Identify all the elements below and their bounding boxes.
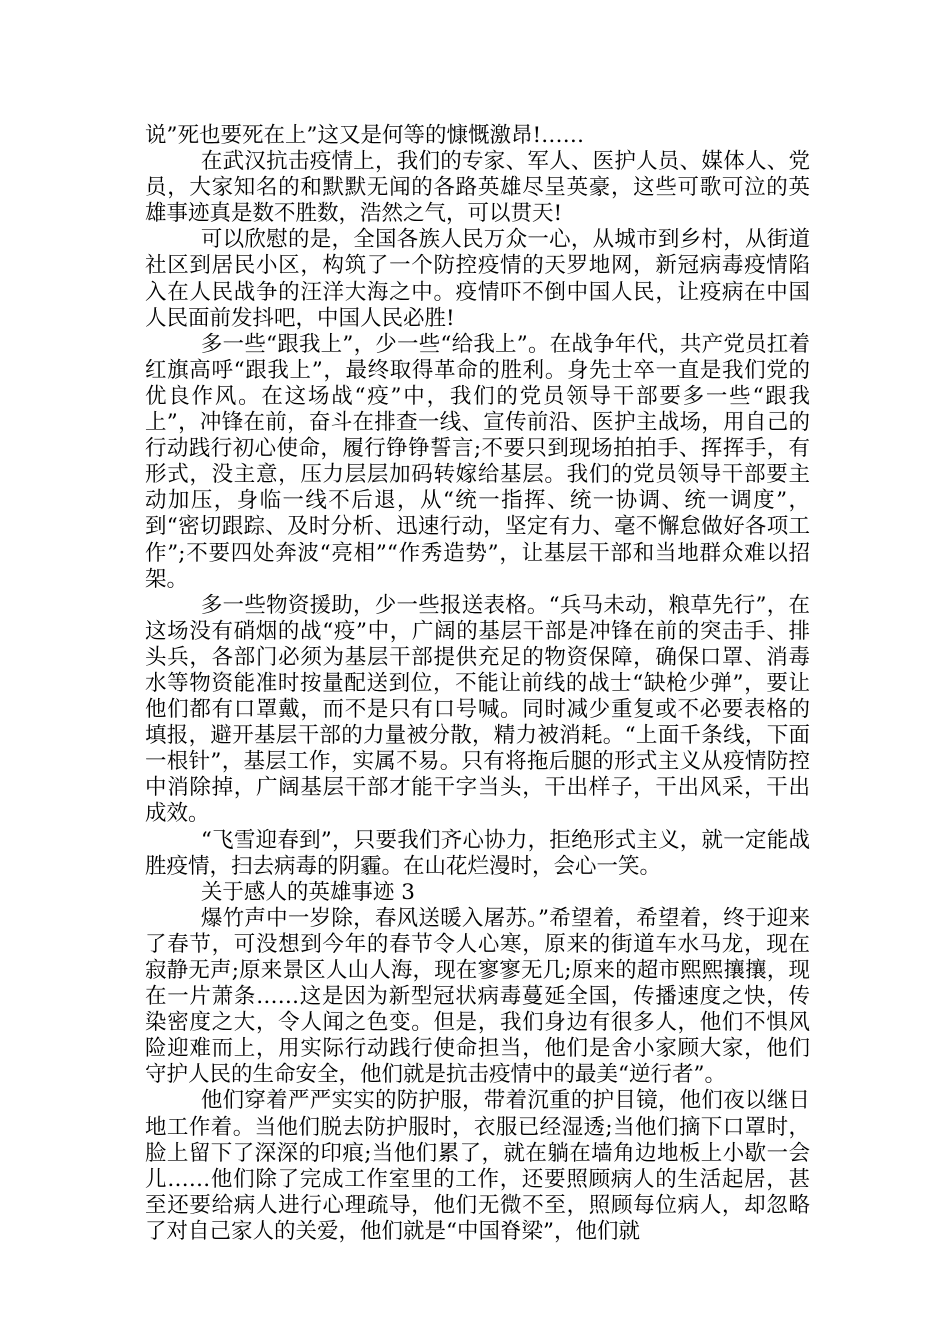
paragraph-continuation: 说”死也要死在上”这又是何等的慷慨激昂!…… (145, 123, 585, 148)
section-heading: 关于感人的英雄事迹 3 (200, 879, 415, 905)
paragraph-material-aid: 多一些物资援助，少一些报送表格。“兵马未动，粮草先行”，在这场没有硝烟的战“疫”中，广阔的基层干部是冲锋在前的突击手、排头兵，各部门必须为基层干部提供充足的物资保障，确保口罩、消毒水等物资能准时按量配送到位，不能让前线的战士“缺枪少弹”，要让他们都有口罩戴，而不是只有口号喊。同时减少重复或不必要表格的填报，避开基层干部的力量被分散，精力被消耗。“上面千条线，下面一根针”，基层工作，实属不易。只有将拖后腿的形式主义从疫情防控中消除掉，广阔基层干部才能干字当头，干出样子，干出风采，干出成效。 (145, 592, 810, 827)
paragraph-protective-suits: 他们穿着严严实实的防护服，带着沉重的护目镜，他们夜以继日地工作着。当他们脱去防护服时，衣服已经湿透;当他们摘下口罩时，脸上留下了深深的印痕;当他们累了，就在躺在墙角边地板上小歇一会儿……他们除了完成工作室里的工作，还要照顾病人的生活起居，甚至还要给病人进行心理疏导，他们无微不至，照顾每位病人，却忽略了对自己家人的关爱，他们就是“中国脊梁”，他们就 (145, 1088, 810, 1244)
paragraph-spring-snow: “飞雪迎春到”，只要我们齐心协力，拒绝形式主义，就一定能战胜疫情，扫去病毒的阴霾。在山花烂漫时，会心一笑。 (145, 827, 810, 879)
paragraph-wuhan-heroes: 在武汉抗击疫情上，我们的专家、军人、医护人员、媒体人、党员，大家知名的和默默无闻的各路英雄尽呈英豪，这些可歌可泣的英雄事迹真是数不胜数，浩然之气，可以贯天! (145, 149, 810, 227)
paragraph-spring-festival: 爆竹声中一岁除，春风送暖入屠苏。”希望着，希望着，终于迎来了春节，可没想到今年的春节令人心寒，原来的街道车水马龙，现在寂静无声;原来景区人山人海，现在寥寥无几;原来的超市熙熙攘攘，现在一片萧条……这是因为新型冠状病毒蔓延全国，传播速度之快，传染密度之大，令人闻之色变。但是，我们身边有很多人，他们不惧风险迎难而上，用实际行动践行使命担当，他们是舍小家顾大家，他们守护人民的生命安全，他们就是抗击疫情中的最美“逆行者”。 (145, 905, 810, 1088)
paragraph-national-unity: 可以欣慰的是，全国各族人民万众一心，从城市到乡村，从街道社区到居民小区，构筑了一个防控疫情的天罗地网，新冠病毒疫情陷入在人民战争的汪洋大海之中。疫情吓不倒中国人民，让疫病在中国人民面前发抖吧，中国人民必胜! (145, 227, 810, 331)
document-body (145, 123, 810, 1245)
paragraph-follow-me: 多一些“跟我上”，少一些“给我上”。在战争年代，共产党员扛着红旗高呼“跟我上”，最终取得革命的胜利。身先士卒一直是我们党的优良作风。在这场战“疫”中，我们的党员领导干部要多一些“跟我上”，冲锋在前，奋斗在排查一线、宣传前沿、医护主战场，用自己的行动践行初心使命，履行铮铮誓言;不要只到现场拍拍手、挥挥手，有形式，没主意，压力层层加码转嫁给基层。我们的党员领导干部要主动加压，身临一线不后退，从“统一指挥、统一协调、统一调度”，到“密切跟踪、及时分析、迅速行动，坚定有力、毫不懈怠做好各项工作”;不要四处奔波“亮相”“作秀造势”，让基层干部和当地群众难以招架。 (145, 331, 810, 592)
